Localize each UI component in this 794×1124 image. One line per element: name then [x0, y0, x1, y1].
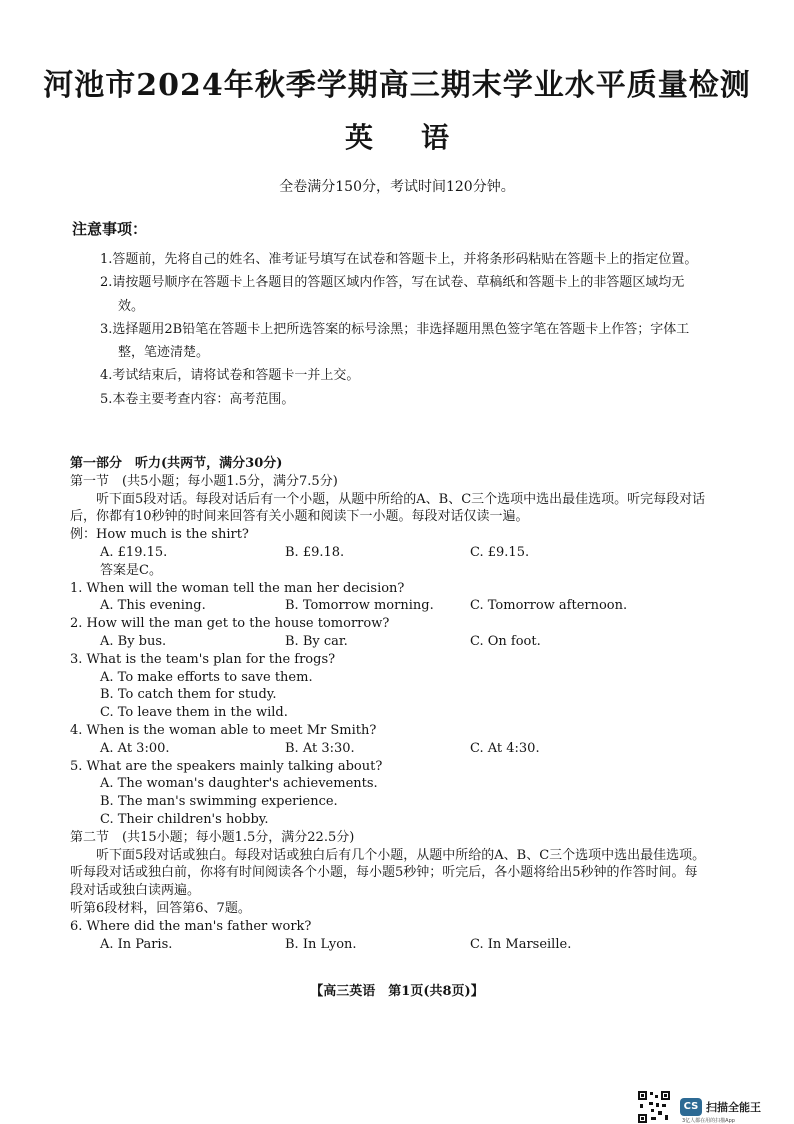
- option: B. The man's swimming experience.: [100, 794, 338, 810]
- scanner-logo-icon: CS: [680, 1098, 702, 1116]
- option: B. At 3:30.: [285, 740, 355, 756]
- exam-title: 河池市2024年秋季学期高三期末学业水平质量检测: [43, 68, 751, 103]
- part1-title: 第一部分 听力(共两节，满分30分): [70, 456, 283, 471]
- notice-item: 5.本卷主要考查内容：高考范围。: [100, 391, 295, 407]
- question-6: 6. Where did the man's father work?: [70, 918, 312, 934]
- option: A. In Paris.: [100, 936, 173, 952]
- example-options: [70, 544, 710, 562]
- question-1-options: [70, 597, 710, 615]
- option: A. The woman's daughter's achievements.: [100, 776, 378, 792]
- option: A. This evening.: [100, 598, 206, 614]
- notice-item: 2.请按题号顺序在答题卡上各题目的答题区域内作答，写在试卷、草稿纸和答题卡上的非答题区域均无效。: [100, 275, 685, 314]
- question-2-options: [70, 633, 710, 651]
- notice-item: 3.选择题用2B铅笔在答题卡上把所选答案的标号涂黑；非选择题用黑色签字笔在答题卡上作答；字体工整，笔迹清楚。: [100, 321, 690, 361]
- example-answer: 答案是C。: [100, 562, 162, 578]
- question-3: 3. What is the team's plan for the frogs?: [70, 651, 336, 667]
- option: C. Their children's hobby.: [100, 811, 269, 827]
- question-4-options: [70, 740, 710, 758]
- section2-instructions: 听下面5段对话或独白。每段对话或独白后有几个小题，从题中所给的A、B、C三个选项中选出最佳选项。听每段对话或独白前，你将有时间阅读各个小题，每小题5秒钟；听完后，各小题将给出5秒钟的作答时间。每段对话或独白读两遍。: [70, 847, 706, 899]
- subject-title: 英语: [344, 121, 497, 154]
- question-4: 4. When is the woman able to meet Mr Smith?: [70, 722, 377, 738]
- option: B. Tomorrow morning.: [285, 598, 434, 614]
- option: C. At 4:30.: [470, 740, 540, 756]
- question-6-options: [70, 936, 710, 954]
- option: A. By bus.: [100, 633, 167, 649]
- option: A. To make efforts to save them.: [100, 669, 313, 685]
- notice-list: [100, 248, 700, 411]
- section1-title: 第一节 (共5小题；每小题1.5分，满分7.5分): [70, 473, 338, 489]
- page-footer: 【高三英语 第1页(共8页)】: [310, 984, 484, 999]
- option: B. £9.18.: [285, 544, 345, 560]
- option: A. £19.15.: [100, 544, 168, 560]
- section2-title: 第二节 (共15小题；每小题1.5分，满分22.5分): [70, 829, 355, 845]
- score-info: 全卷满分150分，考试时间120分钟。: [279, 179, 515, 195]
- scanner-tagline: 3亿人都在用的扫描App: [682, 1118, 735, 1124]
- listening-part: [70, 455, 710, 953]
- option: B. By car.: [285, 633, 348, 649]
- scanner-app-name: 扫描全能王: [706, 1101, 761, 1114]
- notice-title: 注意事项：: [72, 220, 148, 238]
- question-2: 2. How will the man get to the house tomorrow?: [70, 616, 390, 632]
- option: C. £9.15.: [470, 544, 530, 560]
- option: C. Tomorrow afternoon.: [470, 598, 628, 614]
- option: B. In Lyon.: [285, 936, 357, 952]
- option: C. In Marseille.: [470, 936, 572, 952]
- qr-code-icon: [637, 1090, 671, 1124]
- option: C. To leave them in the wild.: [100, 705, 288, 721]
- notice-item: 4.考试结束后，请将试卷和答题卡一并上交。: [100, 368, 360, 384]
- option: B. To catch them for study.: [100, 687, 277, 703]
- section1-instructions: 听下面5段对话。每段对话后有一个小题，从题中所给的A、B、C三个选项中选出最佳选项。听完每段对话后，你都有10秒钟的时间来回答有关小题和阅读下一小题。每段对话仅读一遍。: [70, 491, 706, 525]
- material-note: 听第6段材料，回答第6、7题。: [70, 900, 251, 916]
- example-question: 例：How much is the shirt?: [70, 527, 249, 543]
- notice-item: 1.答题前，先将自己的姓名、准考证号填写在试卷和答题卡上，并将条形码粘贴在答题卡上的指定位置。: [100, 252, 698, 267]
- question-1: 1. When will the woman tell the man her decision?: [70, 580, 405, 596]
- question-5: 5. What are the speakers mainly talking about?: [70, 758, 383, 774]
- option: A. At 3:00.: [100, 740, 170, 756]
- option: C. On foot.: [470, 633, 541, 649]
